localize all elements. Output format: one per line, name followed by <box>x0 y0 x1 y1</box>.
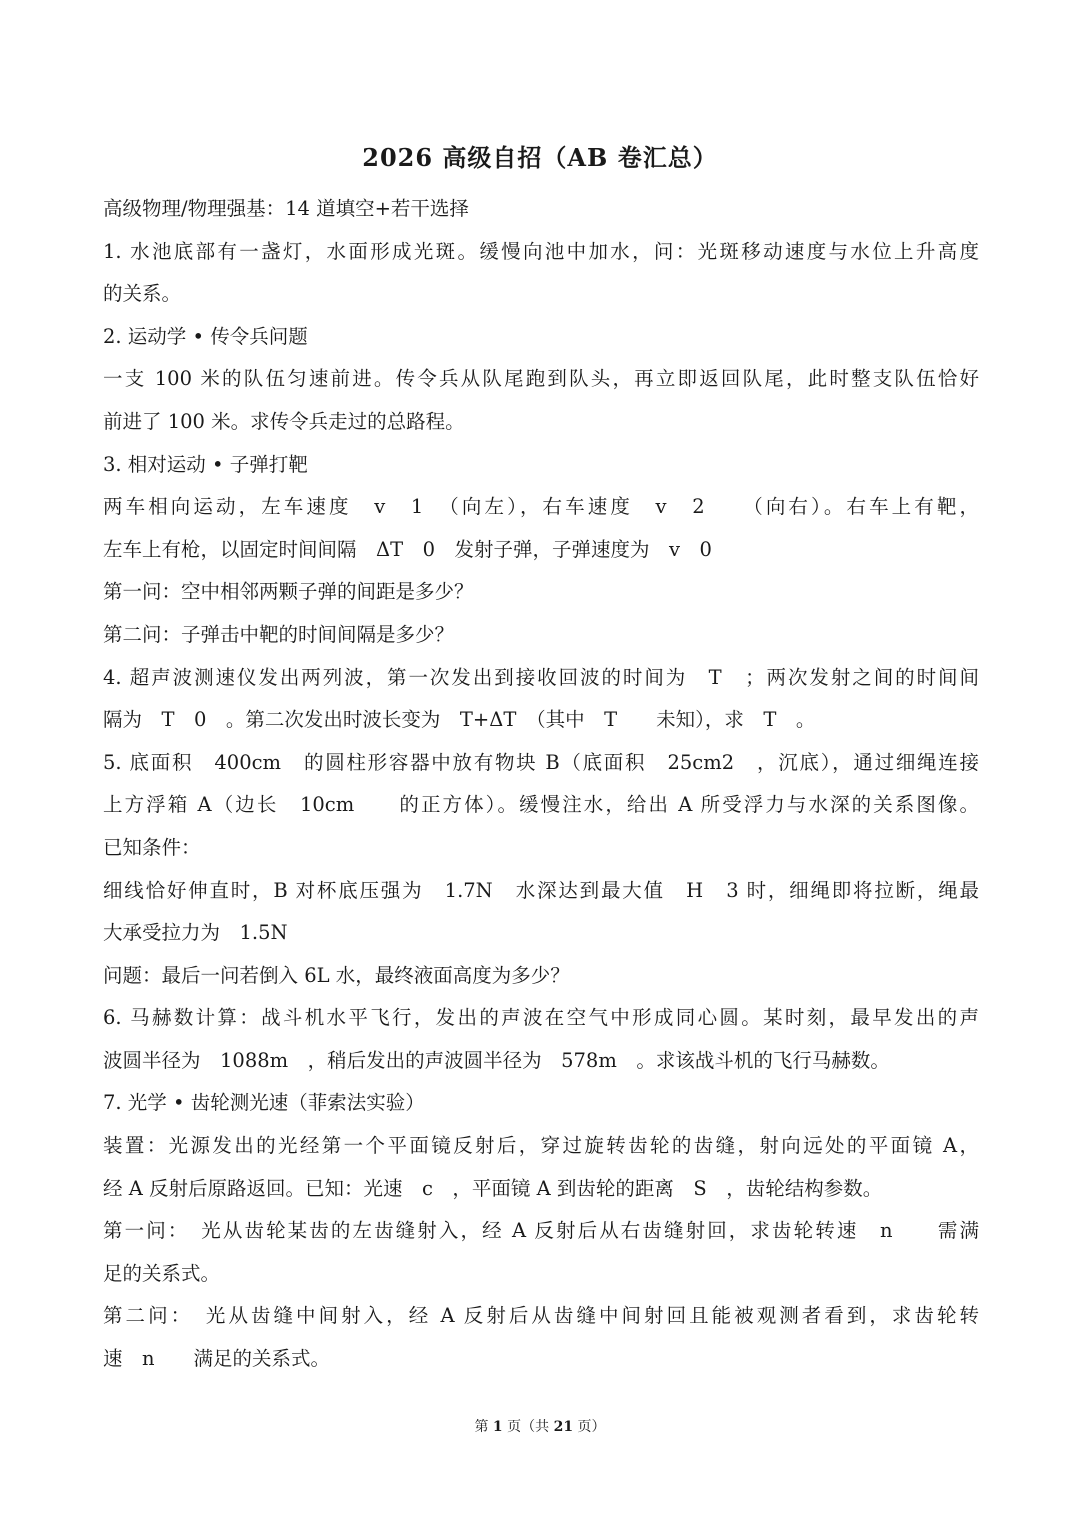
text-line: 1. 水池底部有一盏灯，水面形成光斑。缓慢向池中加水，问：光斑移动速度与水位上升高度 <box>103 239 979 263</box>
footer-prefix: 第 <box>474 1419 493 1435</box>
text-line: 的关系。 <box>103 282 182 306</box>
text-line: 经 A 反射后原路返回。已知：光速 c ，平面镜 A 到齿轮的距离 S ，齿轮结构参数。 <box>103 1176 883 1200</box>
document-body <box>103 188 979 1381</box>
text-line: 第二问： 光从齿缝中间射入，经 A 反射后从齿缝中间射回且能被观测者看到，求齿轮转 <box>103 1304 979 1328</box>
text-line: 上方浮箱 A（边长 10cm 的正方体）。缓慢注水，给出 A 所受浮力与水深的关系图像。 <box>103 793 979 817</box>
text-line: 2. 运动学 • 传令兵问题 <box>103 324 308 348</box>
text-line: 大承受拉力为 1.5N <box>103 921 288 945</box>
footer-total-pages: 21 <box>553 1419 574 1435</box>
text-line: 装置：光源发出的光经第一个平面镜反射后，穿过旋转齿轮的齿缝，射向远处的平面镜 A， <box>103 1134 979 1158</box>
text-line: 7. 光学 • 齿轮测光速（菲索法实验） <box>103 1091 425 1115</box>
text-line: 高级物理/物理强基：14 道填空+若干选择 <box>103 197 469 220</box>
document-title: 2026 高级自招（AB 卷汇总） <box>362 143 718 172</box>
footer-middle: 页（共 <box>502 1419 554 1435</box>
page-footer <box>0 1416 1080 1436</box>
text-line: 问题：最后一问若倒入 6L 水，最终液面高度为多少？ <box>103 963 570 987</box>
text-line: 5. 底面积 400cm 的圆柱形容器中放有物块 B（底面积 25cm2 ，沉底），通过细绳连接 <box>103 750 979 774</box>
text-line: 左车上有枪，以固定时间间隔 ΔT 0 发射子弹，子弹速度为 v 0 <box>103 537 712 561</box>
text-line: 6. 马赫数计算：战斗机水平飞行，发出的声波在空气中形成同心圆。某时刻，最早发出的声 <box>103 1006 979 1030</box>
text-line: 第一问：空中相邻两颗子弹的间距是多少？ <box>103 580 474 604</box>
text-line: 波圆半径为 1088m ，稍后发出的声波圆半径为 578m 。求该战斗机的飞行马赫数。 <box>103 1048 890 1072</box>
footer-suffix: 页） <box>573 1419 606 1435</box>
text-line: 细线恰好伸直时，B 对杯底压强为 1.7N 水深达到最大值 H 3 时，细绳即将拉断，绳最 <box>103 878 979 902</box>
text-line: 速 n 满足的关系式。 <box>103 1347 331 1371</box>
text-line: 隔为 T 0 。第二次发出时波长变为 T+ΔT （其中 T 未知），求 T 。 <box>103 708 816 732</box>
text-line: 第一问： 光从齿轮某齿的左齿缝射入，经 A 反射后从右齿缝射回，求齿轮转速 n 需满 <box>103 1219 979 1243</box>
footer-page-number: 1 <box>492 1419 503 1435</box>
text-line: 前进了 100 米。求传令兵走过的总路程。 <box>103 409 465 433</box>
text-line: 两车相向运动，左车速度 v 1 （向左），右车速度 v 2 （向右）。右车上有靶， <box>103 495 979 519</box>
text-line: 一支 100 米的队伍匀速前进。传令兵从队尾跑到队头，再立即返回队尾，此时整支队伍恰好 <box>103 367 979 391</box>
text-line: 已知条件： <box>103 835 201 859</box>
text-line: 第二问：子弹击中靶的时间间隔是多少？ <box>103 622 455 646</box>
text-line: 3. 相对运动 • 子弹打靶 <box>103 452 308 476</box>
text-line: 足的关系式。 <box>103 1261 221 1285</box>
text-line: 4. 超声波测速仪发出两列波，第一次发出到接收回波的时间为 T ；两次发射之间的时间间 <box>103 665 979 689</box>
